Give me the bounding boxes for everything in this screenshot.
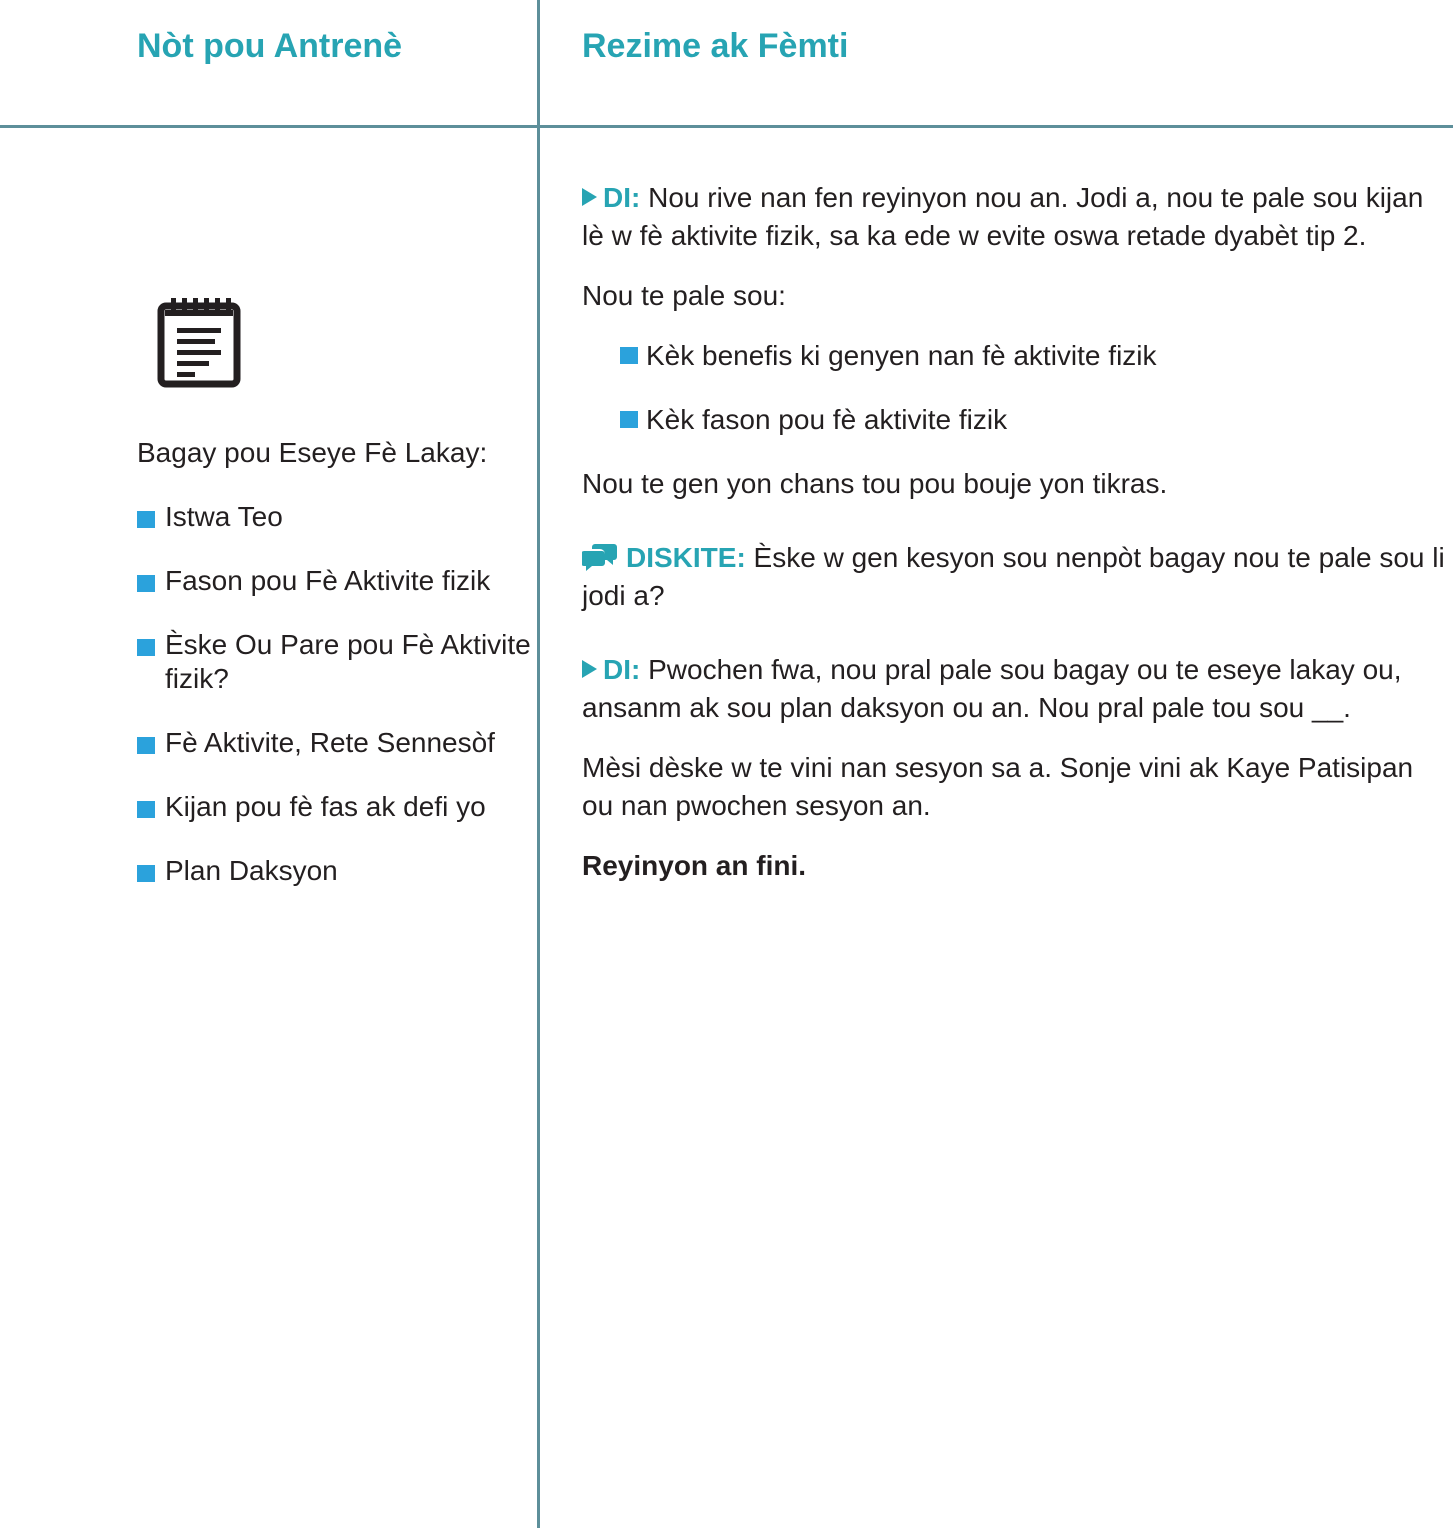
list-item	[137, 726, 532, 760]
list-item-label: Istwa Teo	[165, 501, 283, 532]
list-item-label: Fè Aktivite, Rete Sennesòf	[165, 727, 495, 758]
list-item-label: Plan Daksyon	[165, 855, 338, 886]
list-item-label: Fason pou Fè Aktivite fizik	[165, 565, 491, 596]
discuss-text: Èske w gen kesyon sou nenpòt bagay nou te pale sou li jodi a?	[582, 542, 1445, 611]
discuss-keyword: DISKITE:	[626, 542, 746, 573]
column-divider	[537, 0, 540, 1528]
thanks-paragraph: Mèsi dèske w te vini nan sesyon sa a. Sonje vini ak Kaye Patisipan ou nan pwochen sesyon an.	[582, 752, 1414, 821]
talked-intro: Nou te pale sou:	[582, 280, 786, 311]
square-bullet-icon	[137, 801, 155, 818]
square-bullet-icon	[137, 511, 155, 528]
talked-list	[582, 337, 1448, 439]
header-divider	[0, 125, 1453, 128]
square-bullet-icon	[137, 737, 155, 754]
home-practice-list	[137, 500, 532, 888]
summary-closing-heading: Rezime ak Fèmti	[582, 27, 849, 65]
trainer-notes-heading: Nòt pou Antrenè	[137, 27, 403, 65]
square-bullet-icon	[137, 865, 155, 882]
list-item	[620, 337, 1448, 375]
say-paragraph-1	[582, 179, 1448, 255]
list-item	[137, 500, 532, 534]
square-bullet-icon	[137, 639, 155, 656]
summary-column	[582, 179, 1448, 907]
stretch-paragraph: Nou te gen yon chans tou pou bouje yon tikras.	[582, 468, 1168, 499]
chat-icon	[582, 543, 618, 571]
square-bullet-icon	[620, 411, 638, 428]
say-keyword: DI:	[603, 182, 641, 213]
list-item	[137, 628, 532, 696]
list-item	[137, 790, 532, 824]
play-arrow-icon	[582, 660, 597, 678]
say-text: Nou rive nan fen reyinyon nou an. Jodi a, nou te pale sou kijan lè w fè aktivite fizik, sa ka ede w evite oswa retade dyabèt tip 2.	[582, 182, 1424, 251]
list-item	[137, 564, 532, 598]
discuss-paragraph	[582, 539, 1448, 615]
list-item	[620, 401, 1448, 439]
play-arrow-icon	[582, 188, 597, 206]
closing-line: Reyinyon an fini.	[582, 850, 807, 881]
say-keyword: DI:	[603, 654, 641, 685]
square-bullet-icon	[620, 347, 638, 364]
trainer-notes-column	[137, 436, 532, 918]
notepad-icon	[157, 298, 241, 388]
list-item-label: Èske Ou Pare pou Fè Aktivite fizik?	[165, 629, 531, 694]
list-item-label: Kèk benefis ki genyen nan fè aktivite fizik	[646, 340, 1157, 371]
say-paragraph-2	[582, 651, 1448, 727]
square-bullet-icon	[137, 575, 155, 592]
list-item	[137, 854, 532, 888]
home-practice-intro: Bagay pou Eseye Fè Lakay:	[137, 437, 488, 468]
list-item-label: Kèk fason pou fè aktivite fizik	[646, 404, 1008, 435]
list-item-label: Kijan pou fè fas ak defi yo	[165, 791, 486, 822]
say-text: Pwochen fwa, nou pral pale sou bagay ou te eseye lakay ou, ansanm ak sou plan daksyon ou an. Nou pral pale tou sou __.	[582, 654, 1402, 723]
